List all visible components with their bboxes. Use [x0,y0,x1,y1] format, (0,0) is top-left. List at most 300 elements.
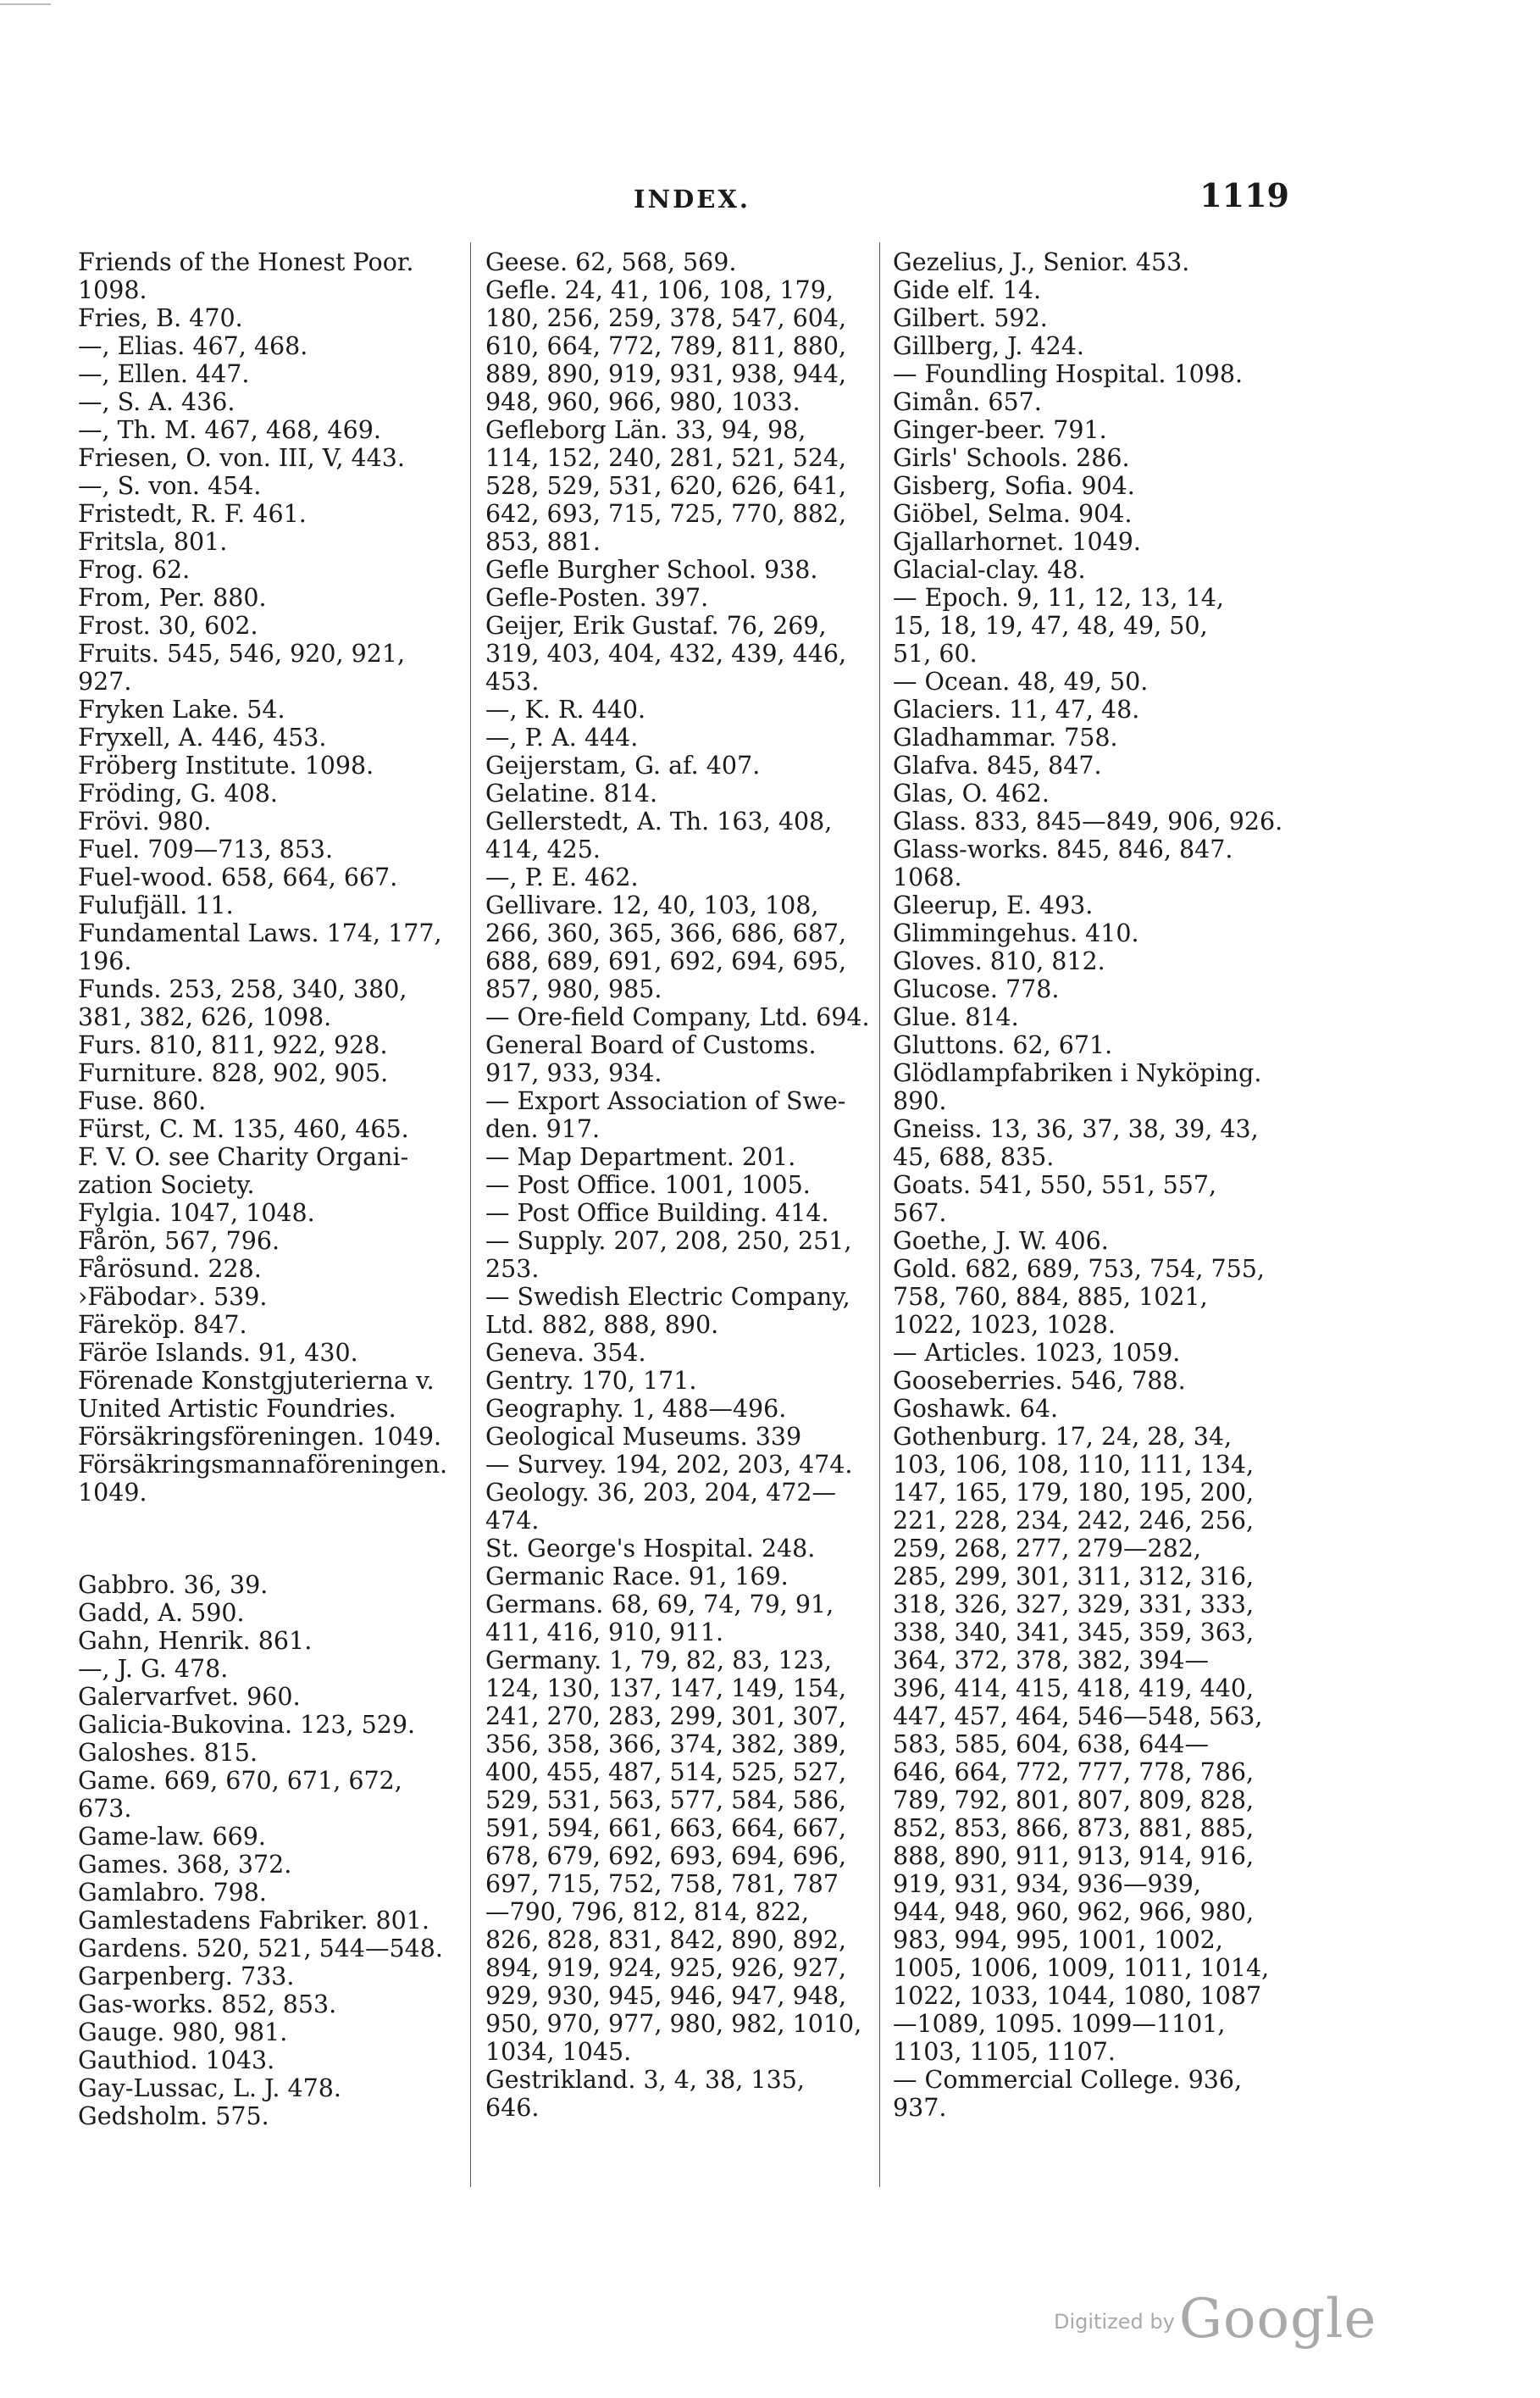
index-entry [893,696,1282,724]
index-entry [485,612,870,696]
index-entry-continuation: 583, 585, 604, 638, 644— [893,1730,1209,1758]
index-entry-continuation: 45, 688, 835. [893,1143,1055,1171]
index-entry-heading: — Export Association of Swe- [485,1087,846,1115]
index-entry [893,975,1282,1003]
index-entry-heading: Fylgia. 1047, 1048. [78,1199,315,1227]
index-entry-continuation: 927. [78,668,132,696]
index-entry-heading: Gooseberries. 546, 788. [893,1367,1186,1395]
index-entry-continuation: 888, 890, 911, 913, 914, 916, [893,1842,1255,1870]
index-entry-continuation: 356, 358, 366, 374, 382, 389, [485,1730,847,1758]
index-entry-heading: Glödlampfabriken i Nyköping. [893,1059,1262,1087]
index-entry-heading: — Survey. 194, 202, 203, 474. [485,1451,853,1479]
index-entry-heading: Glas, O. 462. [893,780,1050,808]
index-entry-continuation: 789, 792, 801, 807, 809, 828, [893,1786,1255,1814]
index-entry-heading: Gjallarhornet. 1049. [893,528,1141,556]
index-entry [485,556,870,584]
index-entry-continuation: 253. [485,1255,540,1283]
index-entry-continuation: 103, 106, 108, 110, 111, 134, [893,1451,1255,1479]
index-entry [78,724,447,752]
index-entry [485,416,870,556]
index-entry-heading: Germanic Race. 91, 169. [485,1563,789,1590]
index-entry-continuation: 857, 980, 985. [485,975,662,1003]
index-entry [78,1934,447,1962]
index-entry-heading: Glass-works. 845, 846, 847. [893,835,1233,863]
index-entry-heading: Geese. 62, 568, 569. [485,248,737,276]
index-entry [485,584,870,612]
index-entry-continuation: 1034, 1045. [485,2038,632,2066]
index-entry [485,891,870,1003]
index-entry [893,1423,1282,2066]
index-entry [893,388,1282,416]
index-entry [485,248,870,276]
index-entry-continuation: 673. [78,1795,132,1823]
index-entry [78,1227,447,1255]
index-entry-heading: Gloves. 810, 812. [893,947,1105,975]
index-entry [78,304,447,332]
index-entry-heading: Fuel-wood. 658, 664, 667. [78,863,398,891]
index-entry [78,1367,447,1423]
index-entry-continuation: 285, 299, 301, 311, 312, 316, [893,1563,1255,1590]
index-entry-heading: Geography. 1, 488—496. [485,1395,787,1423]
index-entry [893,584,1282,668]
index-column-1 [78,248,447,2130]
index-entry [485,1227,870,1283]
index-entry [893,919,1282,947]
index-entry-continuation: 937. [893,2094,947,2122]
index-entry [485,2066,870,2122]
index-entry [485,1451,870,1479]
index-entry-heading: Geijer, Erik Gustaf. 76, 269, [485,612,827,640]
index-entry-continuation: 950, 970, 977, 980, 982, 1010, [485,2010,862,2038]
index-entry-heading: Gelatine. 814. [485,780,658,808]
index-entry-heading: Fårösund. 228. [78,1255,262,1283]
index-entry-heading: Gezelius, J., Senior. 453. [893,248,1190,276]
index-entry-heading: Gadd, A. 590. [78,1599,245,1627]
index-entry [893,2066,1282,2122]
index-entry [78,1655,447,1683]
index-entry-continuation: 318, 326, 327, 329, 331, 333, [893,1590,1255,1618]
index-entry-heading: —, P. A. 444. [485,724,639,752]
column-divider [879,242,880,2187]
index-entry-continuation: den. 917. [485,1115,601,1143]
index-entry-continuation: 1022, 1023, 1028. [893,1311,1116,1339]
index-entry-continuation: zation Society. [78,1171,255,1199]
index-entry [893,1003,1282,1031]
index-entry [893,947,1282,975]
index-entry-heading: Geological Museums. 339 [485,1423,802,1451]
index-entry-heading: Gentry. 170, 171. [485,1367,697,1395]
index-entry-heading: — Supply. 207, 208, 250, 251, [485,1227,852,1255]
index-entry-heading: Galoshes. 815. [78,1739,258,1767]
index-entry [78,1451,447,1507]
index-entry-heading: Glass. 833, 845—849, 906, 926. [893,808,1283,835]
index-entry-heading: Glafva. 845, 847. [893,752,1102,780]
index-entry-heading: Fritsla, 801. [78,528,228,556]
index-entry-continuation: 411, 416, 910, 911. [485,1618,724,1646]
index-entry [893,780,1282,808]
index-entry [893,1059,1282,1115]
index-entry-heading: Gladhammar. 758. [893,724,1118,752]
index-entry-heading: Försäkringsföreningen. 1049. [78,1423,442,1451]
index-entry-heading: Fårön, 567, 796. [78,1227,280,1255]
index-entry [485,1283,870,1339]
index-entry-heading: Gellerstedt, A. Th. 163, 408, [485,808,833,835]
index-entry [78,1739,447,1767]
index-entry [78,1283,447,1311]
index-entry [485,1395,870,1423]
index-entry-heading: Fryxell, A. 446, 453. [78,724,327,752]
index-entry [78,640,447,696]
index-entry [78,388,447,416]
index-entry [78,2046,447,2074]
index-entry-heading: Glaciers. 11, 47, 48. [893,696,1140,724]
index-entry-heading: Fuel. 709—713, 853. [78,835,334,863]
index-entry [893,891,1282,919]
index-entry-heading: Gothenburg. 17, 24, 28, 34, [893,1423,1233,1451]
index-entry-heading: — Ore-field Company, Ltd. 694. [485,1003,870,1031]
index-entry [78,752,447,780]
index-entry [893,248,1282,276]
index-entry-continuation: 124, 130, 137, 147, 149, 154, [485,1674,847,1702]
index-entry [893,808,1282,835]
running-head: INDEX. [634,185,751,214]
index-entry-heading: Furs. 810, 811, 922, 928. [78,1031,388,1059]
index-entry-continuation: 364, 372, 378, 382, 394— [893,1646,1209,1674]
index-entry-continuation: 567. [893,1199,947,1227]
index-entry-heading: Frövi. 980. [78,808,212,835]
index-entry-continuation: 453. [485,668,540,696]
index-entry-heading: —, Th. M. 467, 468, 469. [78,416,381,444]
index-entry-continuation: 688, 689, 691, 692, 694, 695, [485,947,847,975]
index-entry [485,1087,870,1143]
index-entry-heading: Gisberg, Sofia. 904. [893,472,1135,500]
index-entry-continuation: Ltd. 882, 888, 890. [485,1311,719,1339]
index-entry-continuation: 338, 340, 341, 345, 359, 363, [893,1618,1255,1646]
index-entry [485,1003,870,1031]
index-entry [78,500,447,528]
index-entry [485,1367,870,1395]
index-entry-continuation: 51, 60. [893,640,978,668]
index-entry [485,1143,870,1171]
index-entry-heading: Goshawk. 64. [893,1395,1059,1423]
index-entry [893,276,1282,304]
index-entry-continuation: 929, 930, 945, 946, 947, 948, [485,1982,847,2010]
index-entry-continuation: —1089, 1095. 1099—1101, [893,2010,1226,2038]
index-entry-heading: Garpenberg. 733. [78,1962,295,1990]
scan-corner-mark [0,3,51,5]
index-entry-heading: Fries, B. 470. [78,304,243,332]
index-entry-heading: — Post Office Building. 414. [485,1199,829,1227]
index-entry-heading: Game. 669, 670, 671, 672, [78,1767,402,1795]
index-entry-heading: Gneiss. 13, 36, 37, 38, 39, 43, [893,1115,1259,1143]
index-entry [485,1479,870,1535]
index-entry-heading: —, P. E. 462. [485,863,639,891]
index-entry [78,1627,447,1655]
index-entry [78,1059,447,1087]
index-entry [78,1143,447,1199]
index-entry [485,1339,870,1367]
index-entry-heading: Försäkringsmannaföreningen. [78,1451,448,1479]
index-entry [485,863,870,891]
index-entry-continuation: 890. [893,1087,947,1115]
index-entry [893,1031,1282,1059]
index-entry [78,1907,447,1934]
index-entry-continuation: 894, 919, 924, 925, 926, 927, [485,1954,847,1982]
index-entry-continuation: 944, 948, 960, 962, 966, 980, [893,1898,1255,1926]
index-entry [78,835,447,863]
index-entry-heading: Gefle Burgher School. 938. [485,556,818,584]
index-entry [893,1339,1282,1367]
index-entry-heading: Fröding, G. 408. [78,780,278,808]
index-entry [485,1646,870,2066]
index-entry-heading: Goats. 541, 550, 551, 557, [893,1171,1217,1199]
index-entry [485,752,870,780]
index-entry [78,1990,447,2018]
index-entry [78,1599,447,1627]
index-entry-continuation: 1022, 1033, 1044, 1080, 1087 [893,1982,1262,2010]
index-entry-continuation: 889, 890, 919, 931, 938, 944, [485,360,847,388]
index-entry [78,1423,447,1451]
index-entry [78,360,447,388]
index-entry [485,276,870,416]
index-entry-continuation: 697, 715, 752, 758, 781, 787 [485,1870,839,1898]
index-entry-continuation: 447, 457, 464, 546—548, 563, [893,1702,1263,1730]
index-entry-heading: Germans. 68, 69, 74, 79, 91, [485,1590,834,1618]
index-entry-heading: Gleerup, E. 493. [893,891,1094,919]
index-entry-continuation: 646, 664, 772, 777, 778, 786, [893,1758,1255,1786]
index-entry [78,1031,447,1059]
index-entry-heading: Galervarfvet. 960. [78,1683,301,1711]
index-entry [78,472,447,500]
index-entry-heading: —, Ellen. 447. [78,360,250,388]
index-entry [78,1711,447,1739]
index-entry-continuation: 678, 679, 692, 693, 694, 696, [485,1842,847,1870]
index-entry [485,1563,870,1590]
index-entry [893,1171,1282,1227]
index-entry-continuation: 319, 403, 404, 432, 439, 446, [485,640,847,668]
index-entry-heading: —, J. G. 478. [78,1655,229,1683]
index-entry-continuation: United Artistic Foundries. [78,1395,396,1423]
index-entry-continuation: 853, 881. [485,528,601,556]
index-entry [78,1087,447,1115]
index-entry-heading: Gefle. 24, 41, 106, 108, 179, [485,276,834,304]
index-entry-heading: Gillberg, J. 424. [893,332,1084,360]
index-entry-heading: Galicia-Bukovina. 123, 529. [78,1711,416,1739]
index-entry-heading: Gestrikland. 3, 4, 38, 135, [485,2066,805,2094]
index-entry-heading: Frost. 30, 602. [78,612,258,640]
index-entry-heading: —, S. A. 436. [78,388,235,416]
index-entry [78,975,447,1031]
index-entry-heading: Ginger-beer. 791. [893,416,1107,444]
index-entry-heading: From, Per. 880. [78,584,267,612]
index-entry-heading: Goethe, J. W. 406. [893,1227,1109,1255]
index-entry [485,1535,870,1563]
index-entry [78,1879,447,1907]
index-entry [485,724,870,752]
index-entry-heading: — Ocean. 48, 49, 50. [893,668,1149,696]
index-entry-heading: — Articles. 1023, 1059. [893,1339,1181,1367]
index-entry [893,500,1282,528]
index-entry-continuation: 642, 693, 715, 725, 770, 882, [485,500,847,528]
index-entry-continuation: 1049. [78,1479,147,1507]
index-entry [893,360,1282,388]
index-entry-heading: Glue. 814. [893,1003,1019,1031]
index-entry-continuation: 758, 760, 884, 885, 1021, [893,1283,1208,1311]
index-entry-continuation: 221, 228, 234, 242, 246, 256, [893,1507,1255,1535]
index-entry-continuation: 114, 152, 240, 281, 521, 524, [485,444,847,472]
index-entry-continuation: 266, 360, 365, 366, 686, 687, [485,919,847,947]
index-entry [893,752,1282,780]
index-entry-heading: Gilbert. 592. [893,304,1048,332]
index-entry [485,780,870,808]
index-entry-heading: — Commercial College. 936, [893,2066,1243,2094]
page-header [78,176,1289,224]
page-number: 1119 [1199,176,1289,214]
index-entry [893,528,1282,556]
column-divider [470,242,471,2187]
index-entry [893,1367,1282,1395]
index-entry-continuation: 1068. [893,863,962,891]
index-entry-heading: Gabbro. 36, 39. [78,1571,269,1599]
index-entry-heading: Fruits. 545, 546, 920, 921, [78,640,406,668]
index-entry-heading: Fuse. 860. [78,1087,207,1115]
index-entry-heading: Geijerstam, G. af. 407. [485,752,761,780]
index-entry-heading: Game-law. 669. [78,1823,266,1851]
index-entry [893,444,1282,472]
index-entry-heading: Frog. 62. [78,556,191,584]
index-entry-heading: —, K. R. 440. [485,696,646,724]
index-entry [78,2018,447,2046]
index-entry-continuation: 852, 853, 866, 873, 881, 885, [893,1814,1255,1842]
index-entry-continuation: 147, 165, 179, 180, 195, 200, [893,1479,1255,1507]
index-entry-heading: Furniture. 828, 902, 905. [78,1059,389,1087]
index-entry [893,556,1282,584]
index-entry [893,835,1282,891]
index-entry-heading: Glucose. 778. [893,975,1060,1003]
index-entry-heading: Färöe Islands. 91, 430. [78,1339,358,1367]
index-entry-heading: General Board of Customs. [485,1031,817,1059]
index-entry-heading: — Swedish Electric Company, [485,1283,850,1311]
index-entry-heading: Gluttons. 62, 671. [893,1031,1113,1059]
letter-section-gap [78,1507,447,1571]
index-entry-continuation: 15, 18, 19, 47, 48, 49, 50, [893,612,1208,640]
index-entry-heading: Gamlestadens Fabriker. 801. [78,1907,430,1934]
index-entry-continuation: 529, 531, 563, 577, 584, 586, [485,1786,847,1814]
index-entry [485,696,870,724]
index-entry-continuation: 1103, 1105, 1107. [893,2038,1116,2066]
index-entry-continuation: 180, 256, 259, 378, 547, 604, [485,304,847,332]
index-entry [485,1423,870,1451]
index-entry-heading: Gardens. 520, 521, 544—548. [78,1934,443,1962]
index-entry [893,1255,1282,1339]
index-entry [893,472,1282,500]
index-entry-continuation: 196. [78,947,132,975]
index-entry-heading: Giöbel, Selma. 904. [893,500,1133,528]
index-entry [485,808,870,863]
index-entry [78,696,447,724]
index-entry-heading: Fryken Lake. 54. [78,696,285,724]
index-entry [78,1683,447,1711]
index-entry [78,1851,447,1879]
index-entry-heading: — Epoch. 9, 11, 12, 13, 14, [893,584,1224,612]
index-entry-continuation: 414, 425. [485,835,601,863]
index-entry-heading: Geology. 36, 203, 204, 472— [485,1479,837,1507]
index-entry-continuation: 983, 994, 995, 1001, 1002, [893,1926,1223,1954]
index-entry-continuation: 1005, 1006, 1009, 1011, 1014, [893,1954,1270,1982]
index-entry-heading: Funds. 253, 258, 340, 380, [78,975,407,1003]
index-entry [893,1115,1282,1171]
index-entry [78,416,447,444]
index-entry [78,808,447,835]
index-entry-heading: Girls' Schools. 286. [893,444,1130,472]
index-entry-heading: Fristedt, R. F. 461. [78,500,307,528]
index-entry-continuation: 610, 664, 772, 789, 811, 880, [485,332,847,360]
index-entry [78,1311,447,1339]
index-entry [893,304,1282,332]
index-entry-heading: Gay-Lussac, L. J. 478. [78,2074,341,2102]
index-entry [78,1199,447,1227]
index-entry [78,1571,447,1599]
index-entry [78,332,447,360]
index-entry [893,724,1282,752]
index-entry [485,1199,870,1227]
index-entry [78,780,447,808]
index-entry-heading: Förenade Konstgjuterierna v. [78,1367,435,1395]
index-entry-heading: Games. 368, 372. [78,1851,292,1879]
index-entry-heading: Fürst, C. M. 135, 460, 465. [78,1115,409,1143]
index-entry-continuation: 917, 933, 934. [485,1059,662,1087]
index-entry [893,1395,1282,1423]
index-entry-heading: Germany. 1, 79, 82, 83, 123, [485,1646,832,1674]
index-entry [78,2074,447,2102]
index-entry-heading: Gimån. 657. [893,388,1042,416]
index-entry-heading: Glimmingehus. 410. [893,919,1139,947]
index-entry [893,1227,1282,1255]
index-entry-heading: —, Elias. 467, 468. [78,332,308,360]
watermark-label: Digitized by [1054,2310,1175,2334]
index-entry [78,528,447,556]
index-entry [78,2102,447,2130]
index-entry-heading: Färeköp. 847. [78,1311,247,1339]
index-entry [78,1823,447,1851]
digitized-watermark [1054,2288,1377,2351]
index-entry-heading: Fulufjäll. 11. [78,891,234,919]
index-entry [893,668,1282,696]
index-entry [78,919,447,975]
index-entry-continuation: 241, 270, 283, 299, 301, 307, [485,1702,847,1730]
index-entry [893,416,1282,444]
index-entry-continuation: 474. [485,1507,540,1535]
index-entry [78,556,447,584]
index-entry-heading: — Map Department. 201. [485,1143,796,1171]
index-entry-heading: — Foundling Hospital. 1098. [893,360,1244,388]
index-column-3 [893,248,1282,2122]
index-entry-continuation: 259, 268, 277, 279—282, [893,1535,1201,1563]
index-entry [485,1171,870,1199]
index-entry [78,863,447,891]
index-entry [78,1339,447,1367]
index-entry-heading: Friends of the Honest Poor. [78,248,414,276]
index-entry [485,1031,870,1087]
index-entry-heading: Fundamental Laws. 174, 177, [78,919,442,947]
index-entry [485,1590,870,1646]
index-entry [78,1115,447,1143]
index-entry-continuation: 528, 529, 531, 620, 626, 641, [485,472,847,500]
index-entry-heading: Gauthiod. 1043. [78,2046,275,2074]
index-entry-heading: Gefleborg Län. 33, 94, 98, [485,416,806,444]
index-entry-heading: Geneva. 354. [485,1339,646,1367]
index-entry-continuation: 400, 455, 487, 514, 525, 527, [485,1758,847,1786]
